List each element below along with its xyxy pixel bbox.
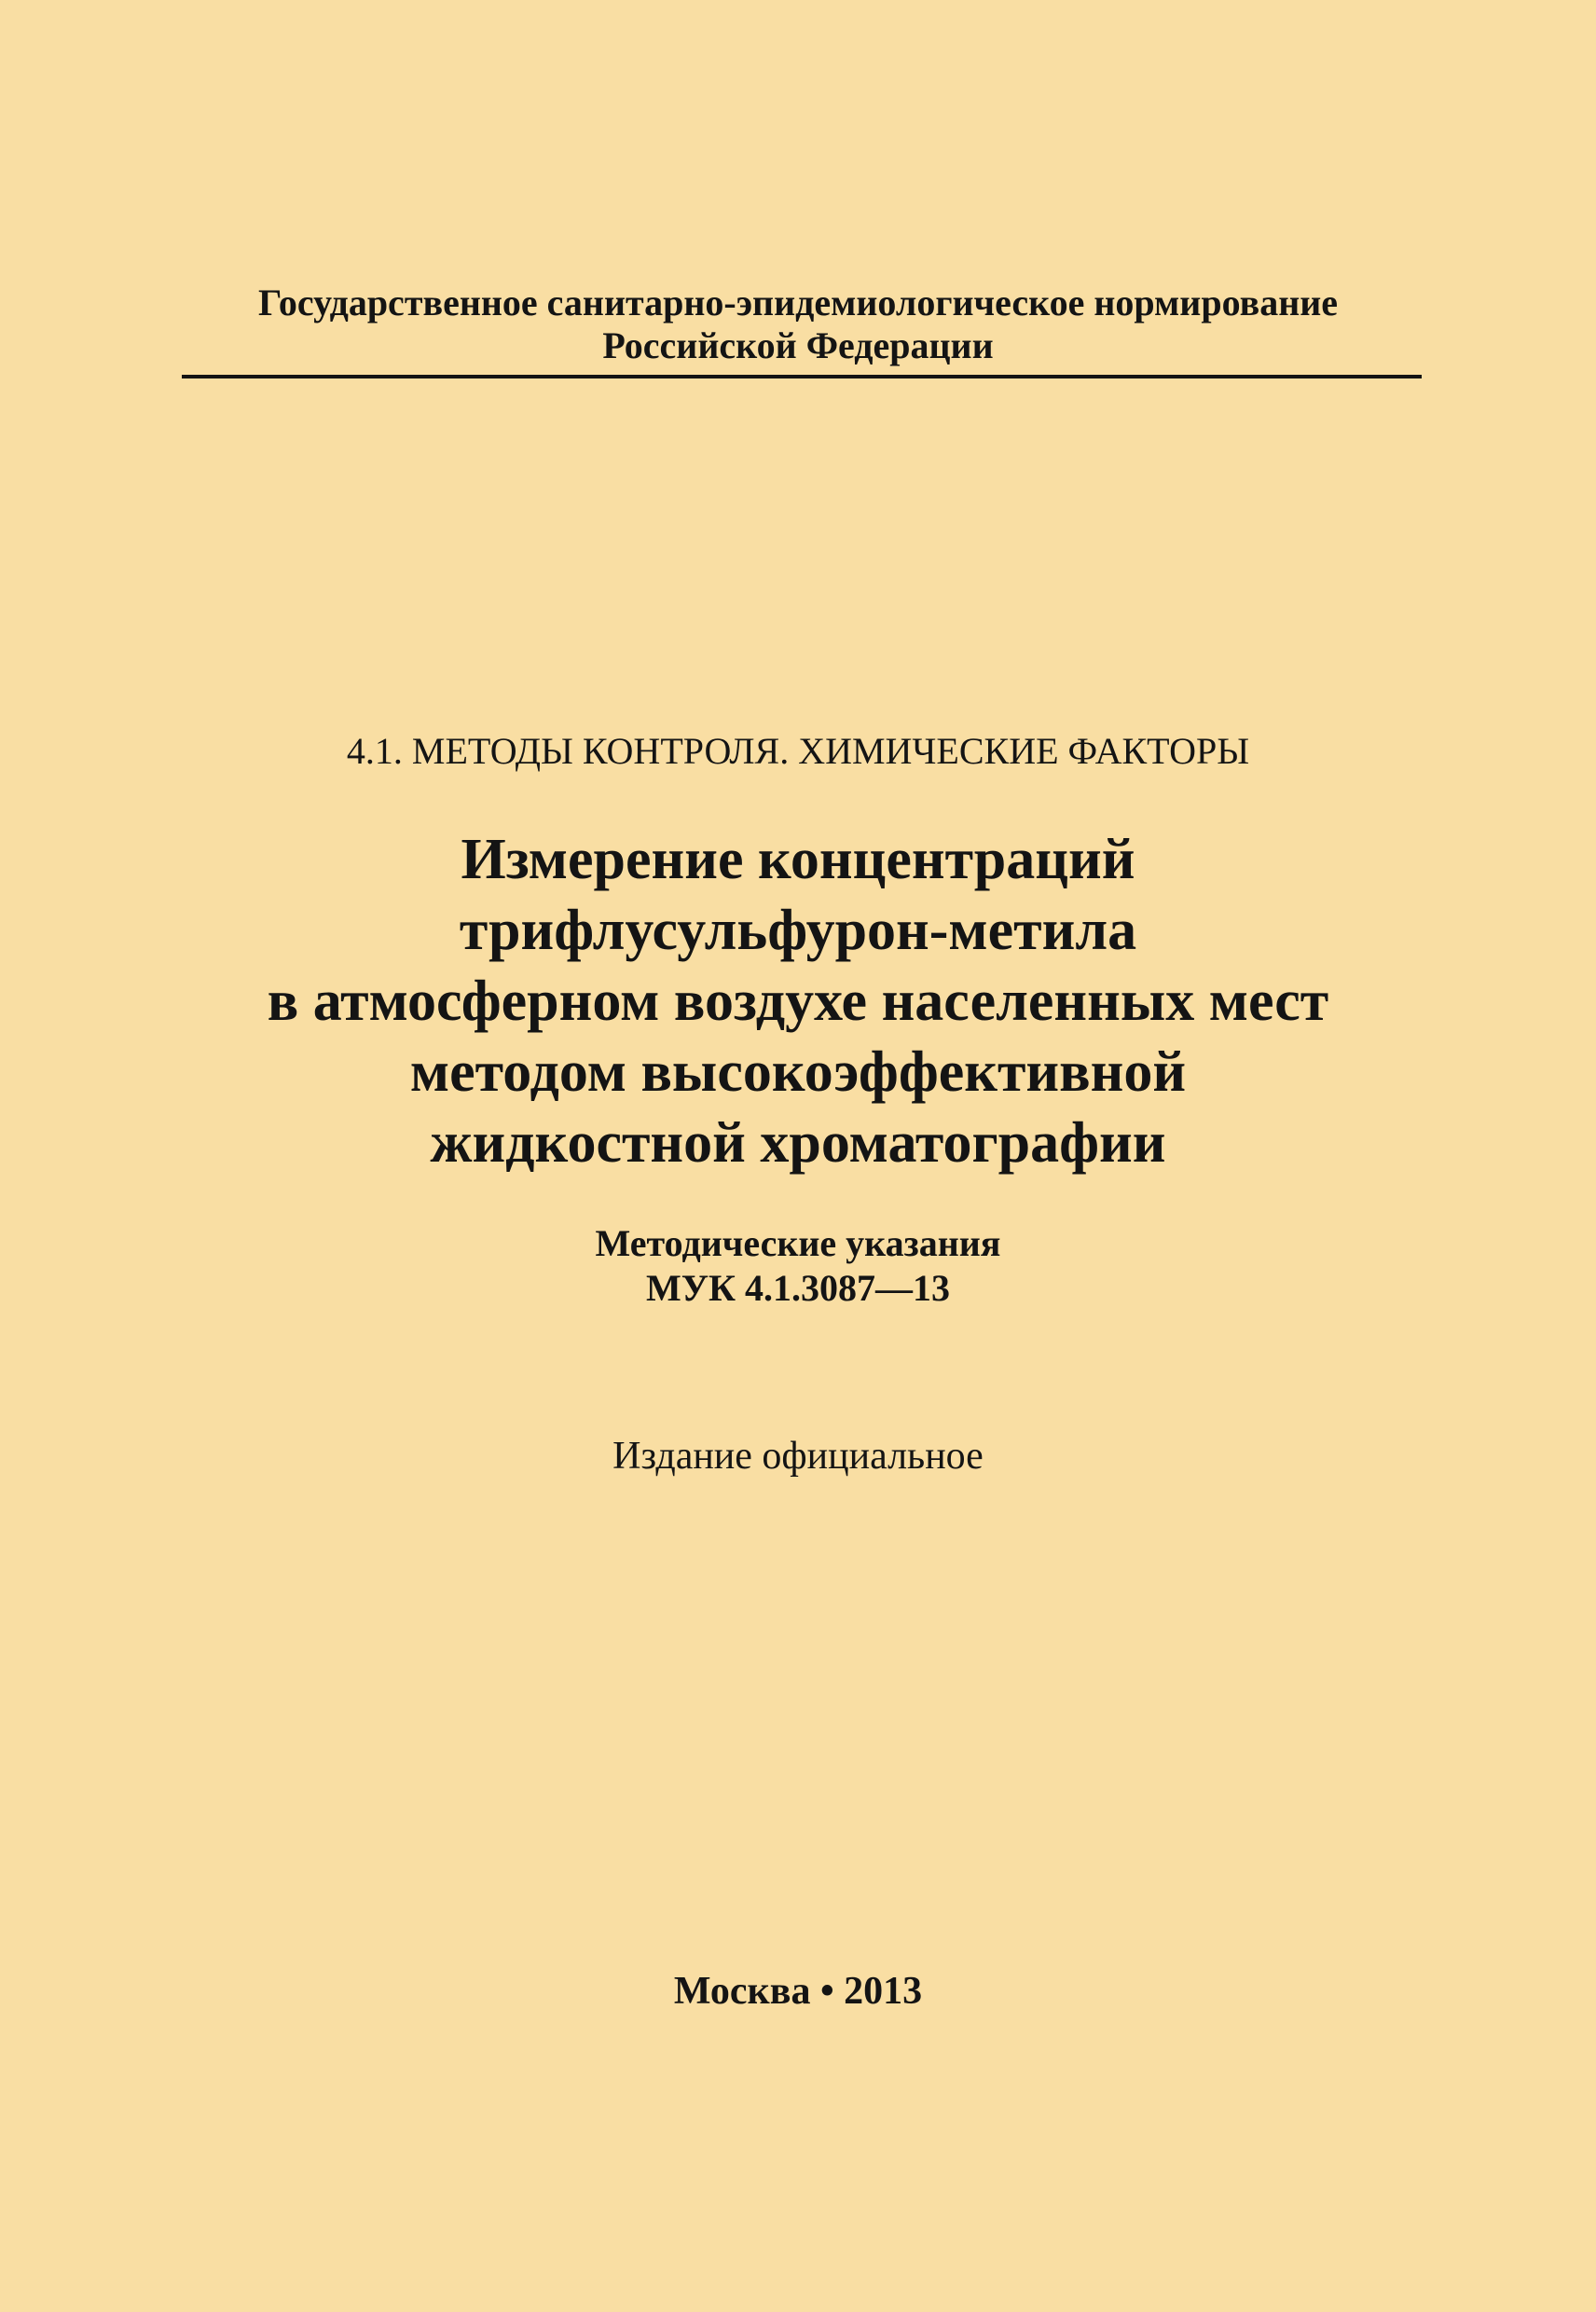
title-line-2: трифлусульфурон-метила [459,899,1137,962]
imprint-separator: • [819,1970,834,2013]
issuer-line-2: Российской Федерации [602,324,994,366]
document-type-block [0,1221,1596,1311]
imprint-city: Москва [673,1970,811,2013]
title-line-1: Измерение концентраций [461,828,1135,891]
series-heading: 4.1. МЕТОДЫ КОНТРОЛЯ. ХИМИЧЕСКИЕ ФАКТОРЫ [346,730,1250,772]
document-title [0,824,1596,1178]
title-line-3: в атмосферном воздухе населенных мест [267,970,1329,1033]
document-code: МУК 4.1.3087—13 [645,1267,951,1309]
title-line-5: жидкостной хроматографии [430,1111,1166,1175]
document-kind: Методические указания [595,1222,1001,1264]
edition-label: Издание официальное [612,1435,984,1478]
title-line-4: методом высокоэффективной [409,1040,1187,1104]
issuer-header [0,282,1596,367]
imprint-year: 2013 [844,1970,923,2013]
imprint [0,1969,1596,2014]
issuer-line-1: Государственное санитарно-эпидемиологическое нормирование [257,282,1339,323]
header-divider [182,375,1422,378]
